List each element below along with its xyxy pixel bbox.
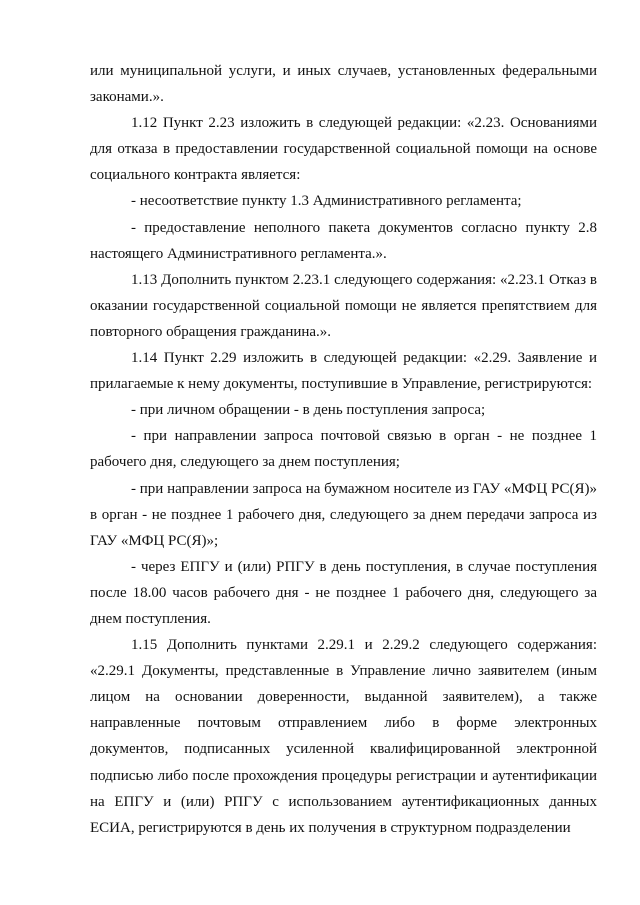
- paragraph-5: 1.13 Дополнить пунктом 2.23.1 следующего содержания: «2.23.1 Отказ в оказании государственной социальной помощи не является препятствием для повторного обращения гражданина.».: [90, 271, 597, 340]
- paragraph-8: - при направлении запроса почтовой связью в орган - не позднее 1 рабочего дня, следующего за днем поступления;: [90, 428, 597, 471]
- paragraph-4: - предоставление неполного пакета документов согласно пункту 2.8 настоящего Административного регламента.».: [90, 219, 597, 262]
- paragraph-11: 1.15 Дополнить пунктами 2.29.1 и 2.29.2 следующего содержания: «2.29.1 Документы, представленные в Управление лично заявителем (иным лицом на основании доверенности, выданной заявителем), а также направленные почтовым отправлением либо в форме электронных документов, подписанных усиленной квалифицированной электронной подписью либо после прохождения процедуры регистрации и аутентификации на ЕПГУ и (или) РПГУ с использованием аутентификационных данных ЕСИА, регистрируются в день их получения в структурном подразделении: [90, 637, 597, 836]
- paragraph-3: - несоответствие пункту 1.3 Административного регламента;: [131, 193, 522, 210]
- paragraph-10: - через ЕПГУ и (или) РПГУ в день поступления, в случае поступления после 18.00 часов рабочего дня - не позднее 1 рабочего дня, следующего за днем поступления.: [90, 558, 597, 627]
- paragraph-9: - при направлении запроса на бумажном носителе из ГАУ «МФЦ РС(Я)» в орган - не позднее 1 рабочего дня, следующего за днем передачи запроса из ГАУ «МФЦ РС(Я)»;: [90, 480, 597, 549]
- paragraph-2: 1.12 Пункт 2.23 изложить в следующей редакции: «2.23. Основаниями для отказа в предоставлении государственной социальной помощи на основе социального контракта является:: [90, 115, 597, 184]
- paragraph-6: 1.14 Пункт 2.29 изложить в следующей редакции: «2.29. Заявление и прилагаемые к нему документы, поступившие в Управление, регистрируются:: [90, 350, 597, 393]
- paragraph-1: или муниципальной услуги, и иных случаев, установленных федеральными законами.».: [90, 63, 597, 106]
- paragraph-7: - при личном обращении - в день поступления запроса;: [131, 402, 486, 419]
